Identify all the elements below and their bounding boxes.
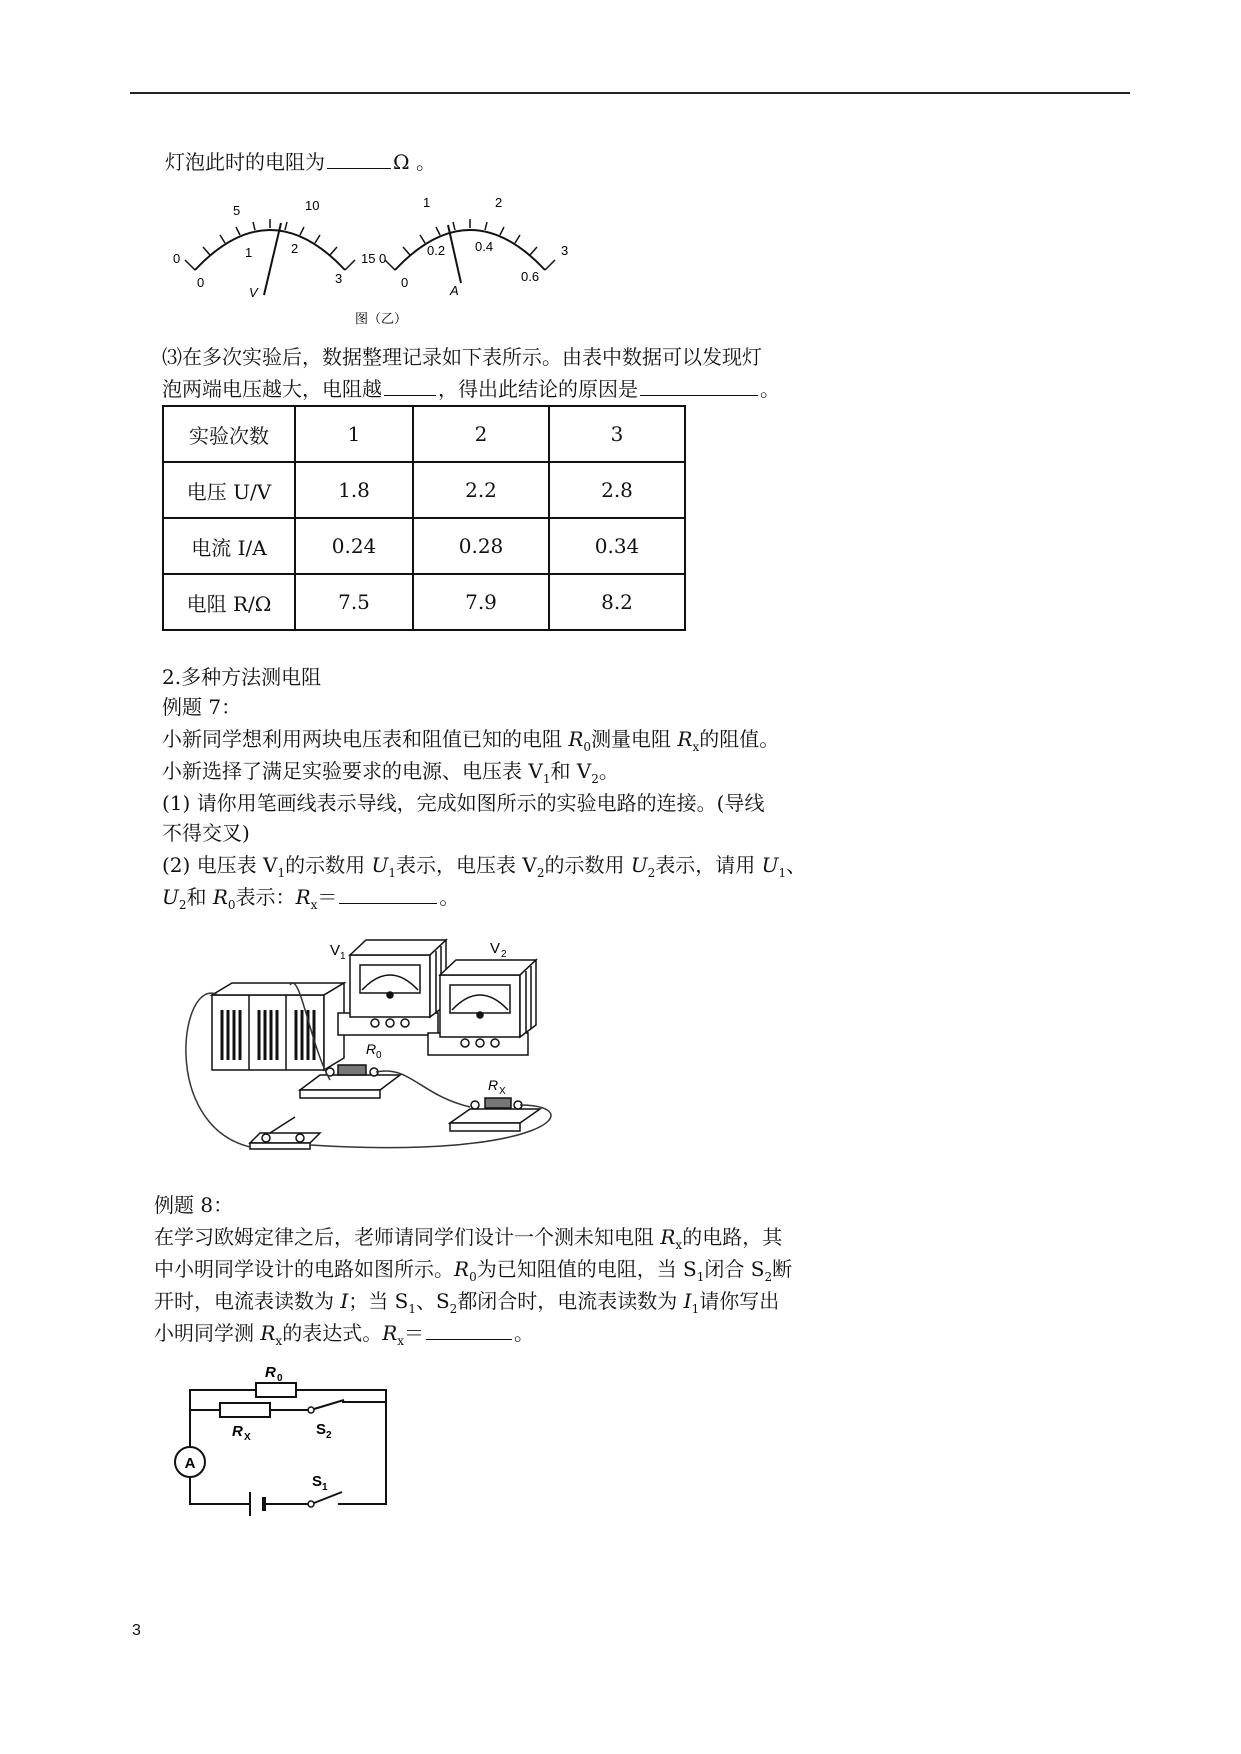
table-header-cell: 2 bbox=[413, 406, 549, 462]
ammeter-label: A bbox=[184, 1455, 196, 1472]
a-bottom-tick-3: 0.6 bbox=[521, 269, 540, 284]
v-bottom-tick-3: 3 bbox=[335, 271, 343, 286]
v-bottom-tick-2: 2 bbox=[291, 241, 299, 256]
text: ＝ bbox=[317, 885, 338, 909]
label-v2: V bbox=[490, 940, 501, 957]
text: 测量电阻 bbox=[591, 727, 678, 751]
ammeter-symbol: A bbox=[450, 283, 459, 298]
sub: 2 bbox=[647, 866, 656, 880]
sub: 1 bbox=[778, 866, 787, 880]
intro-line bbox=[165, 147, 436, 177]
answer-blank[interactable] bbox=[327, 148, 391, 169]
resistor-r0-symbol bbox=[256, 1383, 296, 1397]
symbol-r: R bbox=[454, 1257, 470, 1281]
table-header-cell: 3 bbox=[549, 406, 685, 462]
a-top-tick-2: 2 bbox=[495, 195, 503, 210]
text: 表示，电压表 V bbox=[396, 853, 537, 877]
circuit-label-r0-sub: 0 bbox=[277, 1373, 283, 1384]
data-table bbox=[162, 405, 686, 631]
symbol-r: R bbox=[568, 727, 584, 751]
voltmeter-v2 bbox=[428, 960, 536, 1055]
symbol-u: U bbox=[371, 853, 389, 877]
voltmeter-v1 bbox=[338, 940, 446, 1035]
switch bbox=[250, 1117, 320, 1149]
table-row bbox=[163, 518, 685, 574]
a-top-tick-1: 1 bbox=[423, 195, 431, 210]
sub: x bbox=[310, 898, 318, 912]
symbol-i: I bbox=[340, 1289, 349, 1313]
answer-blank[interactable] bbox=[384, 375, 436, 396]
table-cell: 0.34 bbox=[549, 518, 685, 574]
circuit-label-s1-sub: 1 bbox=[322, 1482, 328, 1493]
sub: 2 bbox=[591, 772, 599, 786]
table-cell: 2.8 bbox=[549, 462, 685, 518]
a-bottom-tick-2: 0.4 bbox=[475, 239, 494, 254]
ammeter-needle bbox=[448, 225, 461, 283]
label-v1: V bbox=[330, 942, 341, 959]
text: 在学习欧姆定律之后，老师请同学们设计一个测未知电阻 bbox=[154, 1225, 661, 1249]
answer-blank[interactable] bbox=[339, 883, 437, 904]
label-v1-sub: 1 bbox=[340, 951, 346, 962]
text: 为已知阻值的电阻，当 S bbox=[476, 1257, 697, 1281]
sub: 1 bbox=[691, 1302, 700, 1316]
table-cell: 7.9 bbox=[413, 574, 549, 630]
table-cell: 7.5 bbox=[295, 574, 413, 630]
text: 开时，电流表读数为 bbox=[154, 1289, 341, 1313]
voltmeter-needle bbox=[264, 223, 281, 295]
text: 。 bbox=[439, 885, 460, 909]
symbol-r: R bbox=[212, 885, 228, 909]
ammeter-dial bbox=[379, 195, 568, 298]
text: 表示： bbox=[235, 885, 296, 909]
sub: x bbox=[275, 1334, 283, 1348]
sub: 1 bbox=[408, 1302, 416, 1316]
figure-caption: 图（乙） bbox=[355, 311, 408, 326]
text: 小新同学想利用两块电压表和阻值已知的电阻 bbox=[162, 727, 569, 751]
v-top-tick-3: 15 bbox=[361, 251, 376, 266]
answer-blank[interactable] bbox=[640, 375, 758, 396]
text: 的电路，其 bbox=[682, 1225, 783, 1249]
v-bottom-tick-1: 1 bbox=[245, 245, 253, 260]
a-bottom-tick-1: 0.2 bbox=[427, 243, 446, 258]
table-header-cell: 1 bbox=[295, 406, 413, 462]
circuit-label-s1: S bbox=[312, 1473, 323, 1490]
sub: 2 bbox=[536, 866, 545, 880]
example8-l4 bbox=[154, 1318, 534, 1356]
resistor-rx bbox=[450, 1098, 540, 1131]
circuit-label-s2: S bbox=[316, 1421, 327, 1438]
symbol-r: R bbox=[260, 1321, 276, 1345]
v-top-tick-1: 5 bbox=[233, 203, 241, 218]
table-cell: 电流 I/A bbox=[163, 518, 295, 574]
table-cell: 电阻 R/Ω bbox=[163, 574, 295, 630]
table-row bbox=[163, 462, 685, 518]
table-cell: 2.2 bbox=[413, 462, 549, 518]
text: 小明同学测 bbox=[154, 1321, 261, 1345]
v-top-tick-0: 0 bbox=[173, 251, 181, 266]
table-cell: 电压 U/V bbox=[163, 462, 295, 518]
battery-symbol bbox=[250, 1492, 264, 1516]
intro-text: 灯泡此时的电阻为 bbox=[165, 150, 325, 174]
text: ；当 S bbox=[348, 1289, 409, 1313]
table-header-row bbox=[163, 406, 685, 462]
symbol-u: U bbox=[630, 853, 648, 877]
v-top-tick-2: 10 bbox=[305, 198, 320, 213]
sub: 0 bbox=[469, 1270, 477, 1284]
text: 小新选择了满足实验要求的电源、电压表 V bbox=[162, 759, 543, 783]
sub: 1 bbox=[696, 1270, 705, 1284]
apparatus-figure bbox=[170, 935, 610, 1160]
text: 和 bbox=[186, 885, 213, 909]
battery-pack bbox=[212, 983, 344, 1070]
text: 中小明同学设计的电路如图所示。 bbox=[154, 1257, 454, 1281]
table-header-cell: 实验次数 bbox=[163, 406, 295, 462]
a-bottom-tick-0: 0 bbox=[401, 275, 409, 290]
example7-p3: (1) 请你用笔画线表示导线，完成如图所示的实验电路的连接。(导线 bbox=[162, 791, 765, 815]
circuit-diagram bbox=[160, 1362, 400, 1522]
switch-s2-symbol bbox=[308, 1400, 344, 1413]
q3-line2 bbox=[162, 374, 780, 404]
table-cell: 0.24 bbox=[295, 518, 413, 574]
table-row bbox=[163, 574, 685, 630]
label-v2-sub: 2 bbox=[501, 949, 507, 960]
q3-text-c: 。 bbox=[760, 377, 780, 401]
circuit-label-rx: R bbox=[232, 1423, 243, 1440]
text: 和 V bbox=[550, 759, 592, 783]
text: 断 bbox=[772, 1257, 793, 1281]
voltmeter-dial bbox=[173, 198, 375, 300]
circuit-label-r0: R bbox=[265, 1364, 276, 1381]
intro-unit: Ω 。 bbox=[393, 150, 436, 174]
symbol-r: R bbox=[660, 1225, 676, 1249]
sub: 0 bbox=[583, 740, 592, 754]
text: 、 bbox=[786, 853, 807, 877]
voltmeter-symbol: V bbox=[249, 285, 258, 300]
example7-p6 bbox=[162, 882, 459, 920]
text: 请你写出 bbox=[699, 1289, 780, 1313]
meter-figure bbox=[165, 195, 605, 330]
text: 的示数用 bbox=[544, 853, 631, 877]
sub: x bbox=[397, 1334, 405, 1348]
switch-s1-symbol bbox=[308, 1492, 342, 1507]
page-number: 3 bbox=[132, 1622, 141, 1639]
example8-title: 例题 8： bbox=[154, 1193, 234, 1217]
label-rx: R bbox=[488, 1077, 499, 1093]
symbol-u: U bbox=[162, 885, 179, 909]
q3-text-a: 泡两端电压越大，电阻越 bbox=[162, 377, 382, 401]
section-heading: 2.多种方法测电阻 bbox=[162, 665, 322, 689]
a-top-tick-0: 0 bbox=[379, 251, 387, 266]
example7-title: 例题 7： bbox=[162, 695, 242, 719]
label-r0-sub: 0 bbox=[376, 1050, 382, 1061]
sub: 2 bbox=[178, 898, 187, 912]
symbol-r: R bbox=[677, 727, 693, 751]
text: (2) 电压表 V bbox=[162, 853, 278, 877]
text: 的示数用 bbox=[285, 853, 372, 877]
text: 的阻值。 bbox=[699, 727, 780, 751]
symbol-i: I bbox=[683, 1289, 692, 1313]
resistor-rx-symbol bbox=[220, 1403, 270, 1417]
sub: 1 bbox=[277, 866, 286, 880]
text: 。 bbox=[514, 1321, 535, 1345]
circuit-label-s2-sub: 2 bbox=[326, 1430, 332, 1441]
example7-p4: 不得交叉) bbox=[162, 821, 250, 845]
text: ＝ bbox=[404, 1321, 425, 1345]
text: 闭合 S bbox=[704, 1257, 765, 1281]
text: 、S bbox=[415, 1289, 450, 1313]
a-top-tick-3: 3 bbox=[561, 243, 569, 258]
label-rx-sub: X bbox=[499, 1086, 506, 1097]
answer-blank[interactable] bbox=[426, 1319, 512, 1340]
text: 都闭合时，电流表读数为 bbox=[457, 1289, 684, 1313]
symbol-r: R bbox=[295, 885, 311, 909]
symbol-r: R bbox=[382, 1321, 398, 1345]
table-cell: 1.8 bbox=[295, 462, 413, 518]
q3-line1: ⑶在多次实验后，数据整理记录如下表所示。由表中数据可以发现灯 bbox=[162, 345, 762, 369]
text: 的表达式。 bbox=[282, 1321, 383, 1345]
circuit-label-rx-sub: X bbox=[244, 1432, 251, 1443]
label-r0: R bbox=[366, 1041, 377, 1057]
text: 。 bbox=[598, 759, 619, 783]
sub: 1 bbox=[542, 772, 551, 786]
symbol-u: U bbox=[761, 853, 779, 877]
q3-text-b: ，得出此结论的原因是 bbox=[438, 377, 638, 401]
sub: 0 bbox=[227, 898, 236, 912]
text: 表示，请用 bbox=[655, 853, 762, 877]
ammeter-symbol bbox=[175, 1447, 205, 1477]
sub: 2 bbox=[764, 1270, 773, 1284]
v-bottom-tick-0: 0 bbox=[197, 275, 205, 290]
sub: 1 bbox=[388, 866, 396, 880]
sub: 2 bbox=[449, 1302, 458, 1316]
table-cell: 8.2 bbox=[549, 574, 685, 630]
sub: x bbox=[675, 1238, 683, 1252]
table-cell: 0.28 bbox=[413, 518, 549, 574]
sub: x bbox=[692, 740, 700, 754]
header-rule bbox=[130, 92, 1130, 94]
